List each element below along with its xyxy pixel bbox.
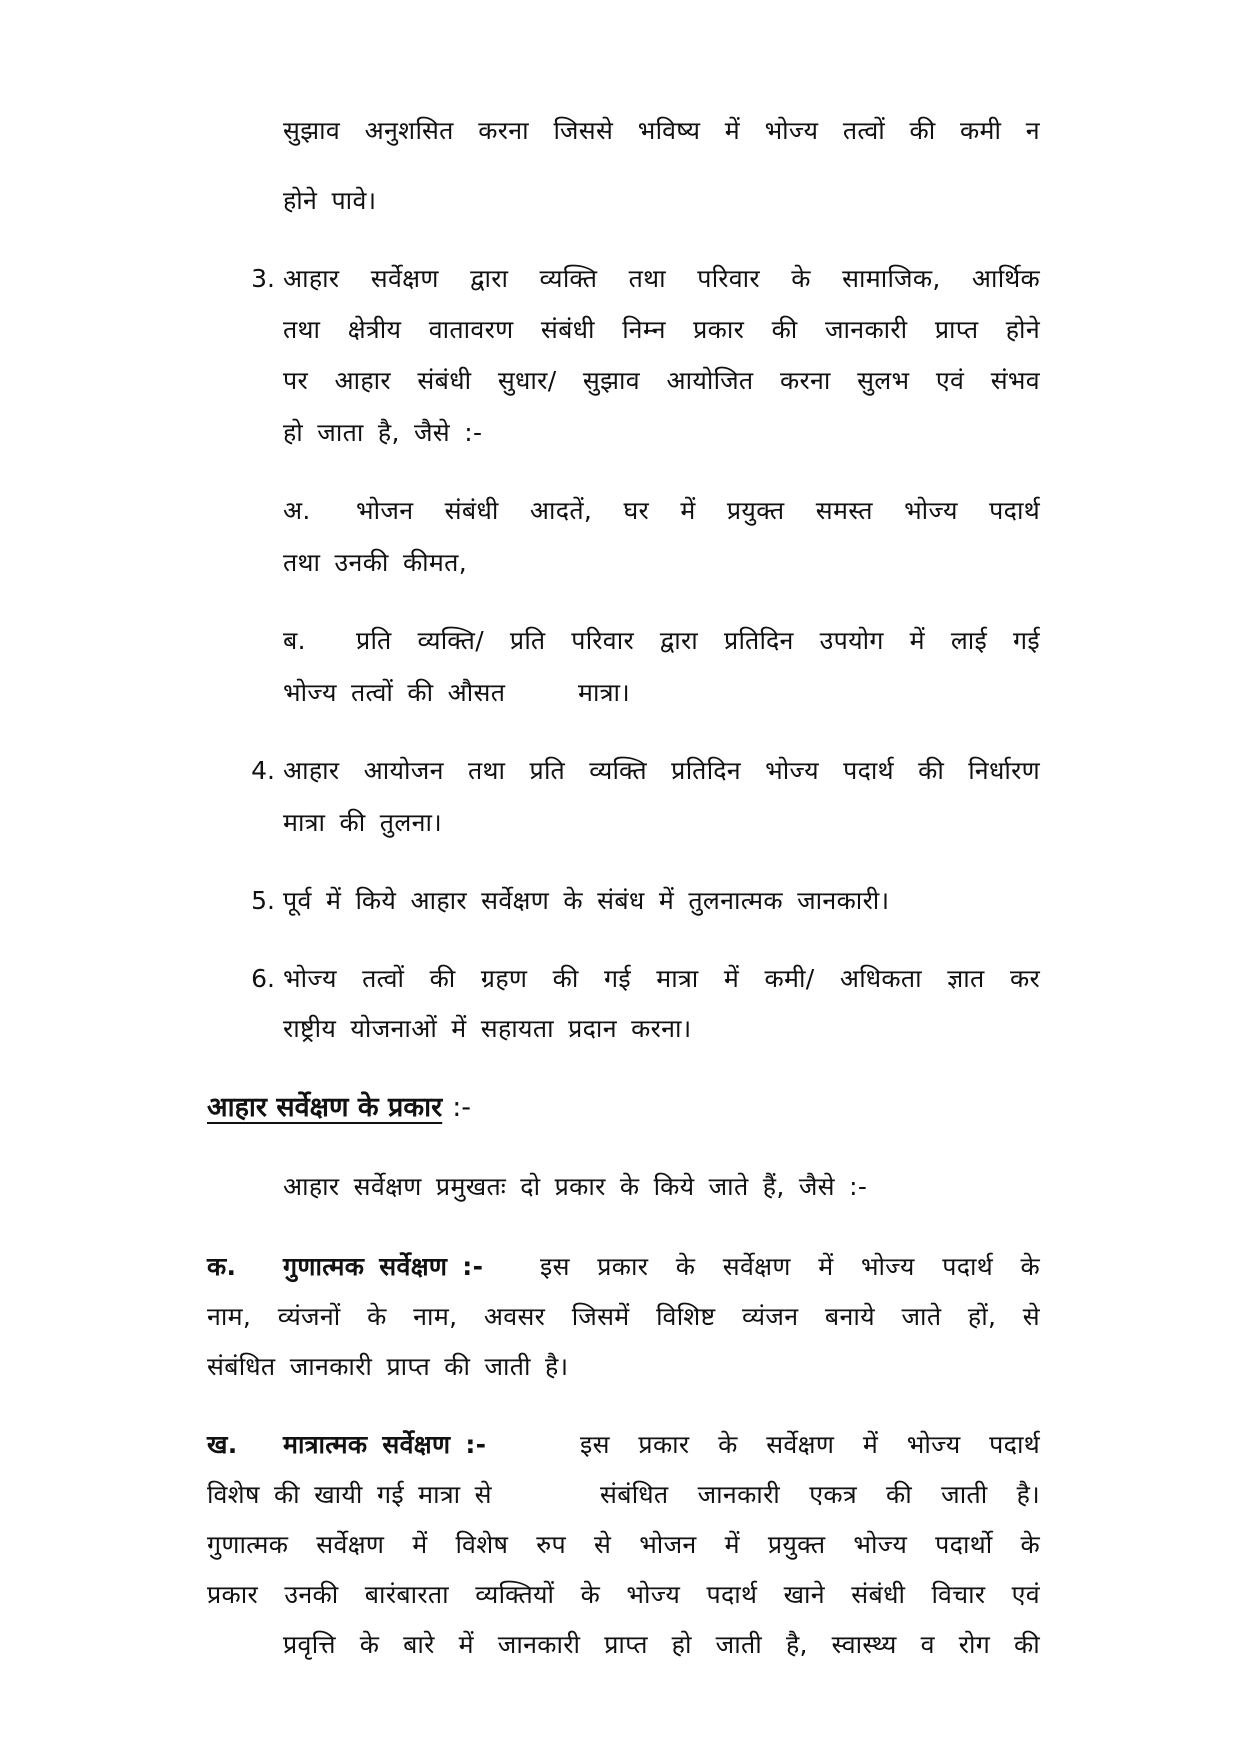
- list-item-line: राष्ट्रीय योजनाओं में सहायता प्रदान करना।: [283, 1014, 692, 1043]
- section-heading-text: आहार सर्वेक्षण के प्रकार: [207, 1092, 443, 1123]
- list-item-line: भोज्य तत्वों की ग्रहण की गई मात्रा में कमी/ अधिकता ज्ञात कर: [283, 964, 1040, 993]
- list-number: 5.: [251, 886, 275, 915]
- type-line: इस प्रकार के सर्वेक्षण में भोज्य पदार्थ के: [540, 1252, 1040, 1281]
- list-item-line: हो जाता है, जैसे :-: [283, 418, 483, 447]
- type-line: प्रकार उनकी बारंबारता व्यक्तियों के भोज्य पदार्थ खाने संबंधी विचार एवं: [207, 1580, 1040, 1609]
- section-intro: आहार सर्वेक्षण प्रमुखतः दो प्रकार के किये जाते हैं, जैसे :-: [283, 1172, 868, 1201]
- list-item-line: मात्रा की तुलना।: [283, 808, 442, 837]
- type-marker: क.: [207, 1252, 237, 1281]
- section-heading-suffix: :-: [452, 1092, 472, 1123]
- type-line: संबंधित जानकारी प्राप्त की जाती है।: [207, 1352, 569, 1381]
- sub-item-marker: ब.: [283, 626, 306, 655]
- sub-item-line: मात्रा।: [578, 678, 631, 707]
- type-line: गुणात्मक सर्वेक्षण में विशेष रुप से भोजन में प्रयुक्त भोज्य पदार्थो के: [207, 1530, 1040, 1559]
- type-line: इस प्रकार के सर्वेक्षण में भोज्य पदार्थ: [580, 1430, 1040, 1459]
- list-item-line: आहार सर्वेक्षण द्वारा व्यक्ति तथा परिवार के सामाजिक, आर्थिक: [283, 264, 1040, 293]
- paragraph-line: होने पावे।: [283, 186, 377, 215]
- type-marker: ख.: [207, 1430, 238, 1459]
- list-item-line: तथा क्षेत्रीय वातावरण संबंधी निम्न प्रकार की जानकारी प्राप्त होने: [283, 315, 1040, 344]
- sub-item-line: भोज्य तत्वों की औसत: [283, 678, 506, 707]
- sub-item-line: प्रति व्यक्ति/ प्रति परिवार द्वारा प्रतिदिन उपयोग में लाई गई: [356, 626, 1040, 655]
- type-label: गुणात्मक सर्वेक्षण :-: [283, 1252, 484, 1281]
- paragraph-line: सुझाव अनुशसित करना जिससे भविष्य में भोज्य तत्वों की कमी न: [283, 116, 1040, 145]
- list-item-line: आहार आयोजन तथा प्रति व्यक्ति प्रतिदिन भोज्य पदार्थ की निर्धारण: [283, 756, 1040, 785]
- type-line: संबंधित जानकारी एकत्र की जाती है।: [600, 1480, 1040, 1509]
- sub-item-marker: अ.: [283, 496, 311, 525]
- type-label: मात्रात्मक सर्वेक्षण :-: [283, 1430, 487, 1459]
- list-number: 4.: [251, 756, 275, 785]
- list-number: 6.: [251, 964, 275, 993]
- type-line: प्रवृत्ति के बारे में जानकारी प्राप्त हो जाती है, स्वास्थ्य व रोग की: [283, 1630, 1040, 1659]
- section-heading: [207, 1090, 471, 1126]
- type-line: विशेष की खायी गई मात्रा से: [207, 1480, 492, 1509]
- sub-item-line: भोजन संबंधी आदतें, घर में प्रयुक्त समस्त भोज्य पदार्थ: [356, 496, 1040, 525]
- type-line: नाम, व्यंजनों के नाम, अवसर जिसमें विशिष्ट व्यंजन बनाये जाते हों, से: [207, 1302, 1040, 1331]
- list-item-line: पूर्व में किये आहार सर्वेक्षण के संबंध में तुलनात्मक जानकारी।: [283, 886, 890, 915]
- list-item-line: पर आहार संबंधी सुधार/ सुझाव आयोजित करना सुलभ एवं संभव: [283, 366, 1040, 395]
- list-number: 3.: [251, 264, 275, 293]
- sub-item-line: तथा उनकी कीमत,: [283, 548, 467, 577]
